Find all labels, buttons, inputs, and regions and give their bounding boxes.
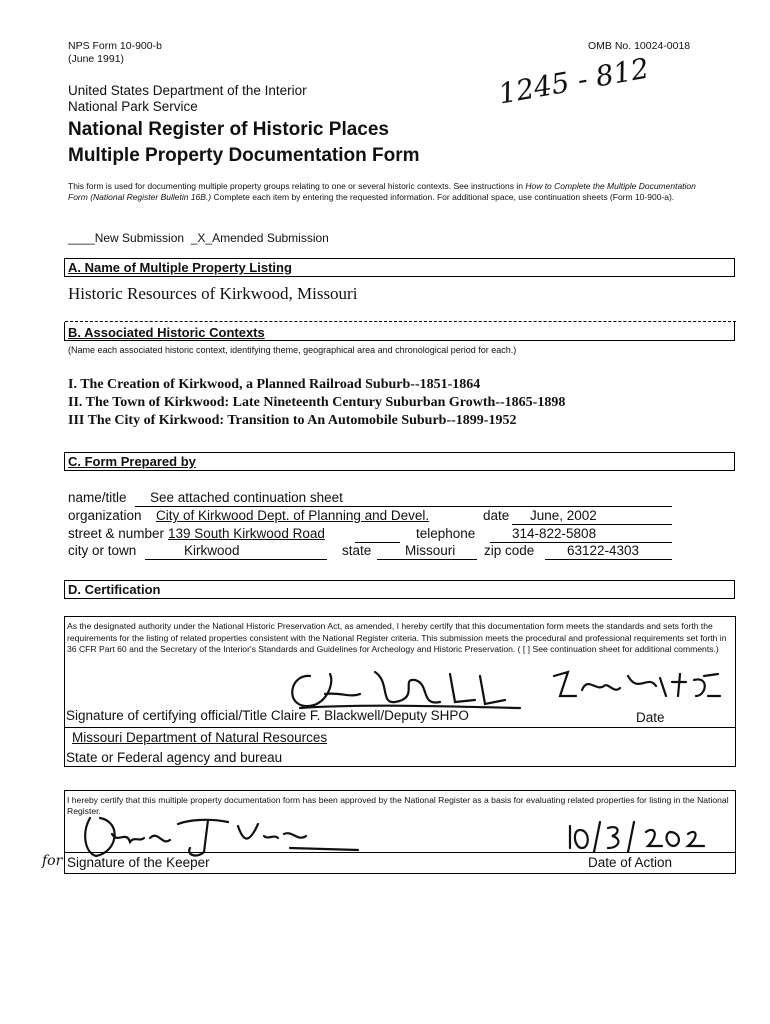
- agency-value[interactable]: Missouri Department of Natural Resources: [72, 730, 328, 745]
- keeper-signature-label: Signature of the Keeper: [67, 855, 210, 870]
- section-d-heading: D. Certification: [68, 582, 161, 597]
- street-value[interactable]: 139 South Kirkwood Road: [168, 526, 325, 541]
- section-a-header: [64, 258, 735, 277]
- handwritten-reference: 1245 - 812: [496, 51, 652, 111]
- section-c-header: [64, 452, 735, 471]
- form-number: NPS Form 10-900-b: [68, 40, 162, 52]
- state-value[interactable]: Missouri: [405, 543, 456, 558]
- city-value[interactable]: Kirkwood: [184, 543, 240, 558]
- section-a-heading: A. Name of Multiple Property Listing: [68, 260, 292, 275]
- section-c-heading: C. Form Prepared by: [68, 454, 196, 469]
- street-label: street & number: [68, 526, 165, 541]
- zip-label: zip code: [484, 543, 535, 558]
- telephone-label: telephone: [416, 526, 476, 541]
- form-date: (June 1991): [68, 53, 125, 65]
- action-date-label: Date of Action: [588, 855, 673, 870]
- name-title-row: [68, 490, 127, 505]
- department: United States Department of the Interior: [68, 83, 307, 98]
- certification-statement: As the designated authority under the National Historic Preservation Act, as amended, I hereby certify that this documentation form meets the standards and sets forth the requirements for the listing of related properties consistent with the National Register criteria. This submission meets the procedural and professional requirements set forth in 36 CFR Part 60 and the Secretary of the Interior's Standards and Guidelines for Archeology and Historic Preservation. ( [ ] See continuation sheet for additional comments.): [67, 621, 727, 654]
- keeper-action-date-handwritten: [564, 818, 714, 854]
- context-item: II. The Town of Kirkwood: Late Nineteenth Century Suburban Growth--1865-1898: [68, 395, 566, 410]
- certifying-signature: [280, 664, 540, 714]
- certifying-date-handwritten: [548, 666, 723, 706]
- certifying-date-label: Date: [636, 710, 665, 725]
- organization-value[interactable]: City of Kirkwood Dept. of Planning and Devel.: [156, 508, 430, 523]
- section-b-heading: B. Associated Historic Contexts: [68, 325, 265, 340]
- date-label: date: [483, 508, 510, 523]
- historic-contexts-list: [68, 376, 565, 430]
- certifying-official-label: Signature of certifying official/Title Claire F. Blackwell/Deputy SHPO: [66, 708, 469, 723]
- keeper-statement: I hereby certify that this multiple property documentation form has been approved by the National Register as a basis for evaluating related properties for listing in the National Register.: [67, 795, 729, 816]
- amended-submission-mark[interactable]: _X_: [190, 231, 213, 245]
- new-submission-label: New Submission: [94, 231, 185, 245]
- agency-label: State or Federal agency and bureau: [66, 750, 283, 765]
- city-label: city or town: [68, 543, 137, 558]
- zip-value[interactable]: 63122-4303: [567, 543, 640, 558]
- section-d-header: [64, 580, 735, 599]
- name-title-value[interactable]: See attached continuation sheet: [150, 490, 343, 505]
- telephone-value[interactable]: 314-822-5808: [512, 526, 597, 541]
- context-item: I. The Creation of Kirkwood, a Planned Railroad Suburb--1851-1864: [68, 377, 481, 392]
- form-instructions: This form is used for documenting multiple property groups relating to one or several historic contexts. See instructions in How to Complete the Multiple Documentation Form (National Register Bulletin 16B.) Complete each item by entering the requested information. For additional space, use continuation sheets (Form 10-900-a).: [68, 181, 696, 202]
- page-subtitle: Multiple Property Documentation Form: [68, 145, 420, 166]
- name-title-label: name/title: [68, 490, 127, 505]
- organization-label: organization: [68, 508, 142, 523]
- margin-note: for: [42, 853, 63, 869]
- submission-type: [68, 231, 329, 245]
- omb-number: OMB No. 10024-0018: [588, 40, 691, 52]
- page-title: National Register of Historic Places: [68, 119, 389, 140]
- service: National Park Service: [68, 99, 198, 114]
- section-b-instructions: (Name each associated historic context, identifying theme, geographical area and chronological period for each.): [68, 345, 517, 355]
- context-item: III The City of Kirkwood: Transition to An Automobile Suburb--1899-1952: [68, 413, 517, 428]
- section-b-header: [64, 322, 735, 341]
- new-submission-blank[interactable]: ____: [68, 231, 95, 245]
- amended-submission-label: Amended Submission: [212, 231, 329, 245]
- multiple-property-name: Historic Resources of Kirkwood, Missouri: [68, 284, 358, 303]
- date-value[interactable]: June, 2002: [530, 508, 597, 523]
- state-label: state: [342, 543, 372, 558]
